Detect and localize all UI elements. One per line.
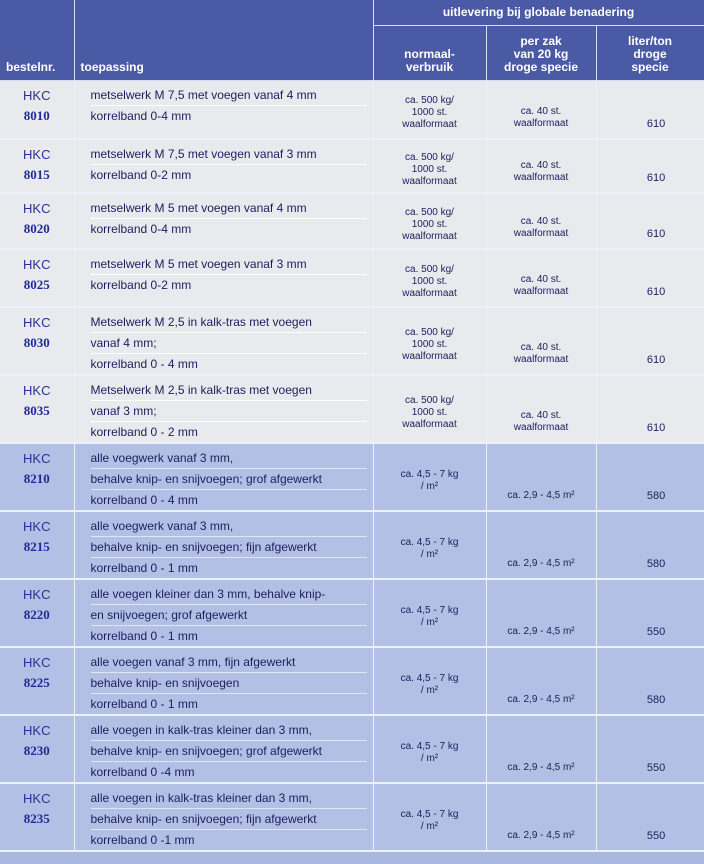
table-header — [0, 0, 704, 81]
application-line: korrelband 0 - 1 mm — [90, 560, 198, 575]
table-row — [0, 579, 704, 647]
order-prefix: HKC — [23, 382, 51, 398]
per-bag-cell: ca. 40 st. waalformaat — [486, 81, 596, 139]
order-number-cell — [0, 715, 74, 783]
order-prefix: HKC — [23, 88, 51, 103]
application-line: alle voegen kleiner dan 3 mm, behalve knip- — [91, 584, 367, 605]
application-cell — [74, 783, 373, 851]
application-line: korrelband 0 - 1 mm — [90, 696, 198, 711]
normal-consumption-cell: ca. 4,5 - 7 kg / m² — [373, 647, 486, 715]
order-prefix: HKC — [23, 314, 51, 330]
application-line: metselwerk M 5 met voegen vanaf 4 mm — [91, 198, 367, 219]
normal-consumption-cell: ca. 500 kg/ 1000 st. waalformaat — [373, 193, 486, 249]
application-line: korrelband 0-2 mm — [90, 277, 192, 292]
liter-per-ton-cell: 610 — [596, 139, 704, 193]
order-number-cell — [0, 443, 74, 511]
application-line: korrelband 0-4 mm — [90, 109, 192, 123]
application-cell — [74, 249, 373, 307]
liter-per-ton-cell: 610 — [596, 81, 704, 139]
liter-per-ton-cell: 550 — [596, 715, 704, 783]
application-line: behalve knip- en snijvoegen; fijn afgewerkt — [91, 537, 367, 558]
order-number: 8210 — [23, 470, 50, 486]
order-prefix: HKC — [23, 790, 51, 806]
order-number: 8015 — [23, 166, 50, 182]
normal-consumption-cell: ca. 4,5 - 7 kg / m² — [373, 443, 486, 511]
order-number-cell — [0, 783, 74, 851]
order-number: 8230 — [23, 742, 50, 758]
order-prefix: HKC — [23, 450, 51, 466]
per-bag-cell: ca. 2,9 - 4,5 m² — [486, 715, 596, 783]
application-line: metselwerk M 5 met voegen vanaf 3 mm — [91, 254, 367, 275]
per-bag-cell: ca. 2,9 - 4,5 m² — [486, 783, 596, 851]
per-bag-cell: ca. 40 st. waalformaat — [486, 139, 596, 193]
header-bestelnr: bestelnr. — [0, 0, 74, 81]
table-row — [0, 783, 704, 851]
header-liter-per-ton: liter/ton droge specie — [596, 26, 704, 81]
normal-consumption-cell: ca. 500 kg/ 1000 st. waalformaat — [373, 81, 486, 139]
normal-consumption-cell: ca. 4,5 - 7 kg / m² — [373, 511, 486, 579]
application-line: behalve knip- en snijvoegen — [91, 673, 367, 694]
application-cell — [74, 715, 373, 783]
order-prefix: HKC — [23, 722, 51, 738]
header-group-uitlevering: uitlevering bij globale benadering — [373, 0, 704, 26]
table-row — [0, 443, 704, 511]
order-prefix: HKC — [23, 518, 51, 534]
application-line: korrelband 0 -4 mm — [90, 764, 195, 779]
per-bag-cell: ca. 40 st. waalformaat — [486, 193, 596, 249]
order-number: 8025 — [23, 276, 50, 292]
application-line: metselwerk M 7,5 met voegen vanaf 4 mm — [91, 85, 367, 106]
table-row — [0, 193, 704, 249]
header-per-zak: per zak van 20 kg droge specie — [486, 26, 596, 81]
application-line: korrelband 0-2 mm — [90, 167, 192, 182]
order-number-cell — [0, 193, 74, 249]
order-number: 8030 — [23, 334, 50, 350]
order-number-cell — [0, 139, 74, 193]
application-line: alle voegen vanaf 3 mm, fijn afgewerkt — [91, 652, 367, 673]
order-prefix: HKC — [23, 586, 51, 602]
application-line: metselwerk M 7,5 met voegen vanaf 3 mm — [91, 144, 367, 165]
order-number: 8235 — [23, 810, 50, 826]
table-row — [0, 139, 704, 193]
normal-consumption-cell: ca. 500 kg/ 1000 st. waalformaat — [373, 249, 486, 307]
application-cell — [74, 139, 373, 193]
application-line: Metselwerk M 2,5 in kalk-tras met voegen — [91, 380, 367, 401]
order-prefix: HKC — [23, 146, 51, 162]
liter-per-ton-cell: 610 — [596, 375, 704, 443]
order-number-cell — [0, 511, 74, 579]
normal-consumption-cell: ca. 4,5 - 7 kg / m² — [373, 783, 486, 851]
order-number-cell — [0, 249, 74, 307]
normal-consumption-cell: ca. 500 kg/ 1000 st. waalformaat — [373, 139, 486, 193]
normal-consumption-cell: ca. 4,5 - 7 kg / m² — [373, 715, 486, 783]
per-bag-cell: ca. 40 st. waalformaat — [486, 307, 596, 375]
application-line: korrelband 0 - 1 mm — [90, 628, 198, 643]
order-number: 8010 — [23, 108, 50, 123]
liter-per-ton-cell: 580 — [596, 647, 704, 715]
order-prefix: HKC — [23, 256, 51, 272]
application-line: alle voegwerk vanaf 3 mm, — [91, 448, 367, 469]
normal-consumption-cell: ca. 4,5 - 7 kg / m² — [373, 579, 486, 647]
application-line: en snijvoegen; grof afgewerkt — [91, 605, 367, 626]
order-number: 8215 — [23, 538, 50, 554]
application-line: korrelband 0 - 4 mm — [90, 492, 198, 507]
order-number-cell — [0, 375, 74, 443]
normal-consumption-cell: ca. 500 kg/ 1000 st. waalformaat — [373, 375, 486, 443]
liter-per-ton-cell: 550 — [596, 783, 704, 851]
application-line: alle voegwerk vanaf 3 mm, — [91, 516, 367, 537]
table-row — [0, 375, 704, 443]
application-cell — [74, 193, 373, 249]
liter-per-ton-cell: 580 — [596, 511, 704, 579]
order-number-cell — [0, 647, 74, 715]
application-line: korrelband 0 - 4 mm — [90, 356, 198, 371]
application-cell — [74, 375, 373, 443]
table-row — [0, 81, 704, 139]
application-cell — [74, 647, 373, 715]
table-body — [0, 81, 704, 851]
application-line: behalve knip- en snijvoegen; grof afgewerkt — [91, 469, 367, 490]
application-line: korrelband 0 - 2 mm — [90, 424, 198, 439]
application-cell — [74, 443, 373, 511]
order-number-cell — [0, 81, 74, 139]
header-toepassing: toepassing — [74, 0, 373, 81]
order-number: 8035 — [23, 402, 50, 418]
order-number: 8220 — [23, 606, 50, 622]
application-line: behalve knip- en snijvoegen; grof afgewerkt — [91, 741, 367, 762]
order-number-cell — [0, 307, 74, 375]
application-line: Metselwerk M 2,5 in kalk-tras met voegen — [91, 312, 367, 333]
application-cell — [74, 511, 373, 579]
application-cell — [74, 579, 373, 647]
application-cell — [74, 307, 373, 375]
application-line: alle voegen in kalk-tras kleiner dan 3 mm, — [91, 720, 367, 741]
liter-per-ton-cell: 550 — [596, 579, 704, 647]
liter-per-ton-cell: 580 — [596, 443, 704, 511]
application-line: alle voegen in kalk-tras kleiner dan 3 mm, — [91, 788, 367, 809]
application-line: korrelband 0-4 mm — [90, 221, 192, 236]
liter-per-ton-cell: 610 — [596, 193, 704, 249]
order-number-cell — [0, 579, 74, 647]
per-bag-cell: ca. 2,9 - 4,5 m² — [486, 579, 596, 647]
order-prefix: HKC — [23, 200, 51, 216]
table-row — [0, 647, 704, 715]
order-prefix: HKC — [23, 654, 51, 670]
liter-per-ton-cell: 610 — [596, 307, 704, 375]
table-row — [0, 307, 704, 375]
order-number: 8020 — [23, 220, 50, 236]
header-normaalverbruik: normaal- verbruik — [373, 26, 486, 81]
per-bag-cell: ca. 40 st. waalformaat — [486, 375, 596, 443]
table-row — [0, 715, 704, 783]
application-line: vanaf 3 mm; — [91, 401, 367, 422]
normal-consumption-cell: ca. 500 kg/ 1000 st. waalformaat — [373, 307, 486, 375]
liter-per-ton-cell: 610 — [596, 249, 704, 307]
per-bag-cell: ca. 2,9 - 4,5 m² — [486, 647, 596, 715]
application-cell — [74, 81, 373, 139]
per-bag-cell: ca. 40 st. waalformaat — [486, 249, 596, 307]
per-bag-cell: ca. 2,9 - 4,5 m² — [486, 511, 596, 579]
table-row — [0, 511, 704, 579]
table-row — [0, 249, 704, 307]
application-line: behalve knip- en snijvoegen; fijn afgewerkt — [91, 809, 367, 830]
application-line: vanaf 4 mm; — [91, 333, 367, 354]
per-bag-cell: ca. 2,9 - 4,5 m² — [486, 443, 596, 511]
application-line: korrelband 0 -1 mm — [90, 832, 195, 847]
order-number: 8225 — [23, 674, 50, 690]
